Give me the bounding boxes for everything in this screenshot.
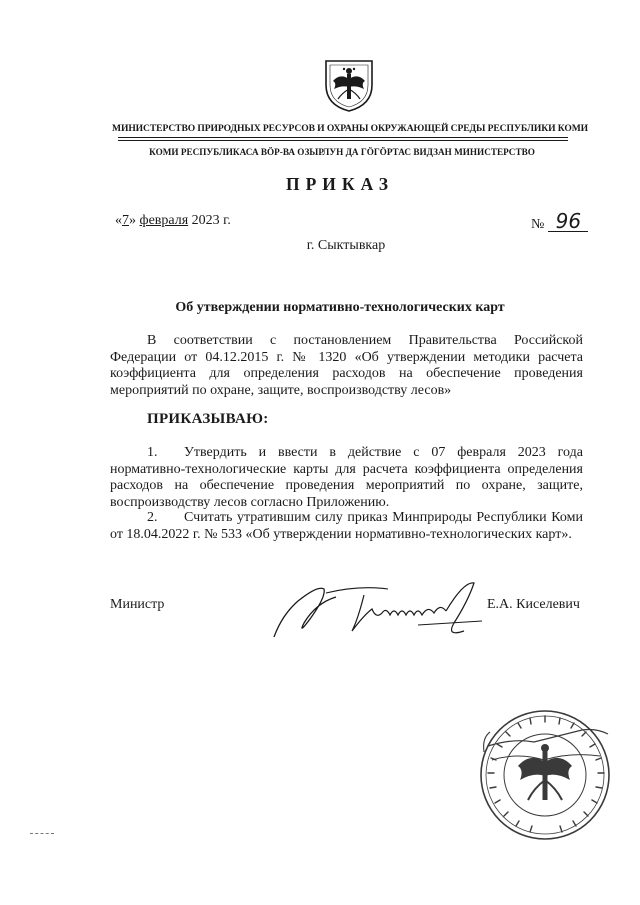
header-divider-thin (118, 140, 568, 141)
ministry-name-russian: МИНИСТЕРСТВО ПРИРОДНЫХ РЕСУРСОВ И ОХРАНЫ ОКРУЖАЮЩЕЙ СРЕДЫ РЕСПУБЛИКИ КОМИ (112, 123, 589, 134)
signatory-position: Министр (110, 597, 165, 612)
handwritten-signature-icon (268, 575, 498, 645)
document-title: ПРИКАЗ (285, 174, 395, 194)
item-text: Считать утратившим силу приказ Минприроды Республики Коми от 18.04.2022 г. № 533 «Об утверждении нормативно-технологических карт». (110, 510, 583, 542)
number-value: 96 (548, 211, 588, 232)
command-heading: ПРИКАЗЫВАЮ: (147, 411, 269, 427)
item-text: Утвердить и ввести в действие с 07 февраля 2023 года нормативно-технологические карты для расчета коэффициента определения расходов на обеспечение проведения мероприятий по охране, защите, воспроизводству лесов согласно Приложению. (110, 445, 583, 510)
official-seal-icon (478, 708, 612, 842)
order-item (110, 510, 583, 543)
margin-mark (30, 833, 54, 834)
order-subject: Об утверждении нормативно-технологических карт (175, 300, 505, 315)
header-divider (118, 137, 568, 138)
number-sign: № (531, 217, 545, 232)
order-number (531, 211, 588, 233)
item-number: 2. (147, 510, 158, 525)
coat-of-arms-icon (322, 55, 376, 113)
city: г. Сыктывкар (306, 238, 386, 253)
signatory-name: Е.А. Киселевич (487, 597, 580, 612)
date-month: февраля (139, 213, 189, 228)
order-date: «7» февраля 2023 г. (115, 213, 231, 228)
date-day: 7 (122, 213, 129, 228)
ministry-name-komi: КОМИ РЕСПУБЛИКАСА ВÖР-ВА ОЗЫРЛУН ДА ГÖГÖРТАС ВИДЗАН МИНИСТЕРСТВО (149, 147, 535, 157)
preamble-paragraph: В соответствии с постановлением Правительства Российской Федерации от 04.12.2015 г. № 1320 «Об утверждении методики расчета коэффициента для определения расходов на обеспечение проведения мероприятий по охране, защите, воспроизводству лесов» (110, 333, 583, 398)
item-number: 1. (147, 445, 158, 460)
date-year: 2023 г. (191, 213, 231, 228)
order-item (110, 445, 583, 511)
